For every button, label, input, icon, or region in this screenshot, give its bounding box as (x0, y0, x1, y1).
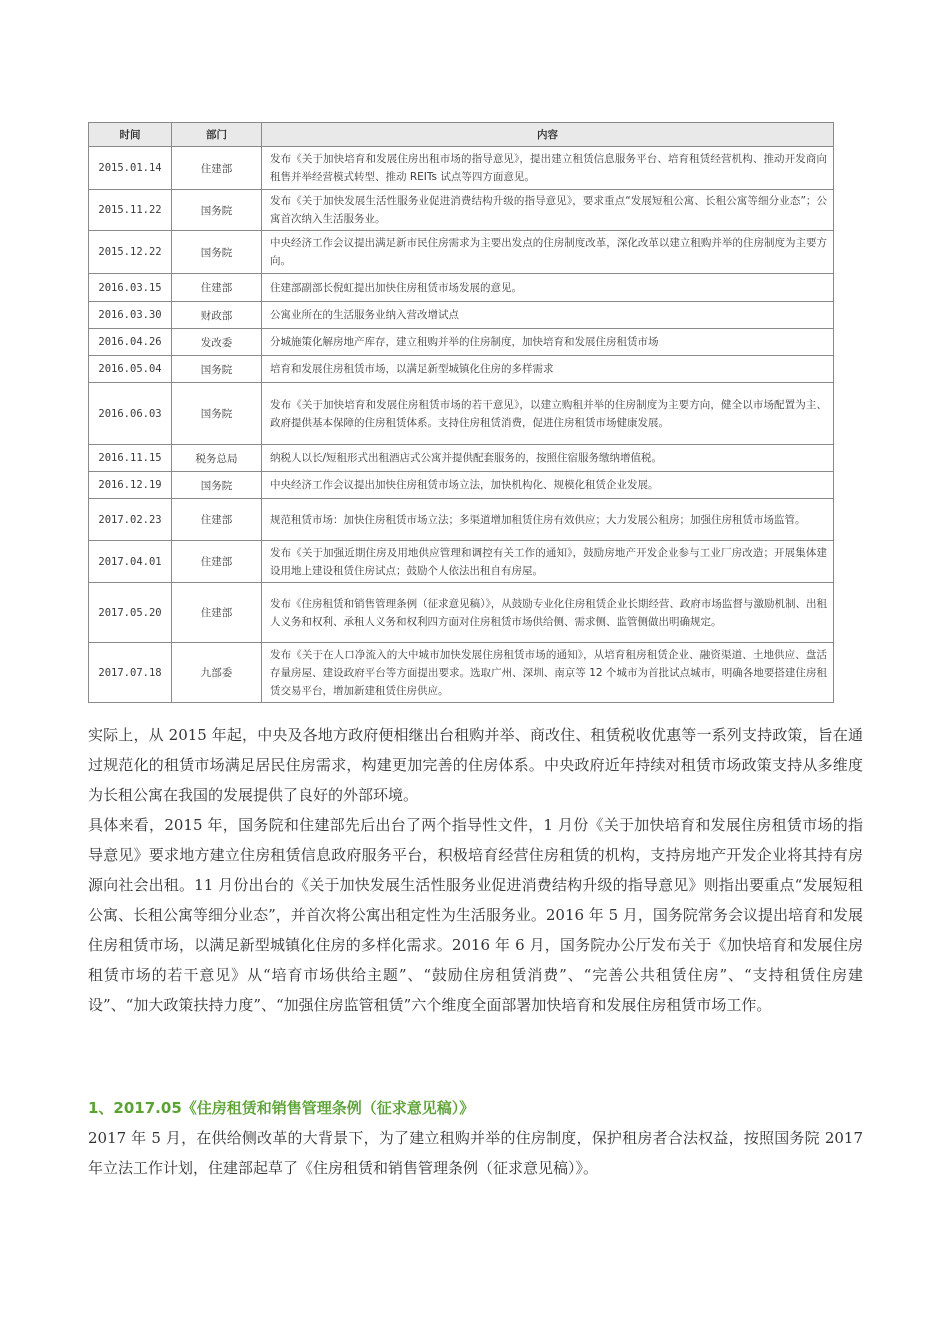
table-row (89, 190, 834, 231)
row-content: 中央经济工作会议提出满足新市民住房需求为主要出发点的住房制度改革，深化改革以建立租购并举的住房制度为主要方向。 (270, 237, 827, 267)
row-content: 培育和发展住房租赁市场，以满足新型城镇化住房的多样需求 (270, 363, 554, 375)
table-row (89, 583, 834, 643)
row-content: 公寓业所在的生活服务业纳入营改增试点 (270, 309, 459, 321)
table-row (89, 329, 834, 356)
row-content: 发布《住房租赁和销售管理条例（征求意见稿）》，从鼓励专业化住房租赁企业长期经营、政府市场监督与激励机制、出租人义务和权利、承租人义务和权利四方面对住房租赁市场供给侧、需求侧、监管侧做出明确规定。 (270, 597, 827, 628)
row-date: 2015.01.14 (89, 147, 172, 190)
row-date: 2017.07.18 (89, 643, 172, 703)
body-text (88, 720, 863, 1020)
table-row (89, 274, 834, 302)
policy-timeline-table (88, 122, 834, 703)
row-content: 住建部副部长倪虹提出加快住房租赁市场发展的意见。 (270, 281, 522, 294)
section-heading: 1、2017.05《住房租赁和销售管理条例（征求意见稿）》 (88, 1099, 475, 1117)
row-dept: 住建部 (172, 499, 262, 541)
row-content: 发布《关于加快发展生活性服务业促进消费结构升级的指导意见》，要求重点“发展短租公寓、长租公寓等细分业态”；公寓首次纳入生活服务业。 (270, 195, 827, 225)
header-dept: 部门 (172, 123, 262, 147)
table-header-row (89, 123, 834, 147)
row-content: 发布《关于加强近期住房及用地供应管理和调控有关工作的通知》，鼓励房地产开发企业参与工业厂房改造；开展集体建设用地上建设租赁住房试点；鼓励个人依法出租自有房屋。 (270, 546, 827, 577)
table-row (89, 302, 834, 329)
row-date: 2017.04.01 (89, 541, 172, 583)
table-row (89, 499, 834, 541)
row-dept: 国务院 (172, 231, 262, 274)
table-row (89, 356, 834, 383)
header-content: 内容 (262, 123, 834, 147)
row-dept: 国务院 (172, 190, 262, 231)
row-content: 规范租赁市场：加快住房租赁市场立法；多渠道增加租赁住房有效供应；大力发展公租房；加强住房租赁市场监管。 (270, 513, 806, 526)
row-date: 2017.05.20 (89, 583, 172, 643)
row-date: 2016.05.04 (89, 356, 172, 383)
row-content: 发布《关于加快培育和发展住房租赁市场的若干意见》，以建立购租并举的住房制度为主要方向，健全以市场配置为主、政府提供基本保障的住房租赁体系。支持住房租赁消费，促进住房租赁市场健康发展。 (270, 398, 827, 429)
row-dept: 发改委 (172, 329, 262, 356)
row-dept: 住建部 (172, 583, 262, 643)
row-content: 纳税人以长/短租形式出租酒店式公寓并提供配套服务的，按照住宿服务缴纳增值税。 (270, 452, 663, 464)
row-date: 2016.12.19 (89, 472, 172, 499)
table-row (89, 541, 834, 583)
row-date: 2017.02.23 (89, 499, 172, 541)
row-dept: 住建部 (172, 274, 262, 302)
table-row (89, 643, 834, 703)
row-dept: 九部委 (172, 643, 262, 703)
section-body (88, 1123, 863, 1183)
row-date: 2016.03.15 (89, 274, 172, 302)
table-row (89, 383, 834, 445)
row-date: 2016.06.03 (89, 383, 172, 445)
table-row (89, 231, 834, 274)
row-content: 中央经济工作会议提出加快住房租赁市场立法，加快机构化、规模化租赁企业发展。 (270, 479, 659, 491)
row-dept: 国务院 (172, 356, 262, 383)
row-date: 2015.11.22 (89, 190, 172, 231)
table-row (89, 445, 834, 472)
row-dept: 国务院 (172, 383, 262, 445)
row-dept: 财政部 (172, 302, 262, 329)
row-date: 2016.03.30 (89, 302, 172, 329)
row-date: 2016.04.26 (89, 329, 172, 356)
paragraph-section: 2017 年 5 月，在供给侧改革的大背景下，为了建立租购并举的住房制度，保护租房者合法权益，按照国务院 2017 年立法工作计划，住建部起草了《住房租赁和销售管理条例（征求意见稿）》。 (88, 1129, 863, 1177)
row-dept: 税务总局 (172, 445, 262, 472)
table-row (89, 147, 834, 190)
row-dept: 住建部 (172, 147, 262, 190)
row-content: 发布《关于在人口净流入的大中城市加快发展住房租赁市场的通知》，从培育租房租赁企业、融资渠道、土地供应、盘活存量房屋、建设政府平台等方面提出要求。选取广州、深圳、南京等 12 个城市为首批试点城市，明确各地要搭建住房租赁交易平台，增加新建租赁住房供应。 (270, 648, 827, 697)
row-content: 发布《关于加快培育和发展住房出租市场的指导意见》，提出建立租赁信息服务平台、培育租赁经营机构、推动开发商向租售并举经营模式转型、推动 REITs 试点等四方面意见。 (270, 153, 827, 183)
row-content: 分城施策化解房地产库存，建立租购并举的住房制度，加快培育和发展住房租赁市场 (270, 336, 659, 348)
row-dept: 住建部 (172, 541, 262, 583)
paragraph-details: 具体来看，2015 年，国务院和住建部先后出台了两个指导性文件，1 月份《关于加快培育和发展住房租赁市场的指导意见》要求地方建立住房租赁信息政府服务平台，积极培育经营住房租赁的机构，支持房地产开发企业将其持有房源向社会出租。11 月份出台的《关于加快发展生活性服务业促进消费结构升级的指导意见》则指出要重点“发展短租公寓、长租公寓等细分业态”，并首次将公寓出租定性为生活服务业。2016 年 5 月，国务院常务会议提出培育和发展住房租赁市场，以满足新型城镇化住房的多样化需求。2016 年 6 月，国务院办公厅发布关于《加快培育和发展住房租赁市场的若干意见》从“培育市场供给主题”、“鼓励住房租赁消费”、“完善公共租赁住房”、“支持租赁住房建设”、“加大政策扶持力度”、“加强住房监管租赁”六个维度全面部署加快培育和发展住房租赁市场工作。 (88, 816, 863, 1014)
row-dept: 国务院 (172, 472, 262, 499)
row-date: 2016.11.15 (89, 445, 172, 472)
paragraph-intro: 实际上，从 2015 年起，中央及各地方政府便相继出台租购并举、商改住、租赁税收优惠等一系列支持政策，旨在通过规范化的租赁市场满足居民住房需求，构建更加完善的住房体系。中央政府近年持续对租赁市场政策支持从多维度为长租公寓在我国的发展提供了良好的外部环境。 (88, 726, 863, 804)
row-date: 2015.12.22 (89, 231, 172, 274)
table-row (89, 472, 834, 499)
header-date: 时间 (89, 123, 172, 147)
